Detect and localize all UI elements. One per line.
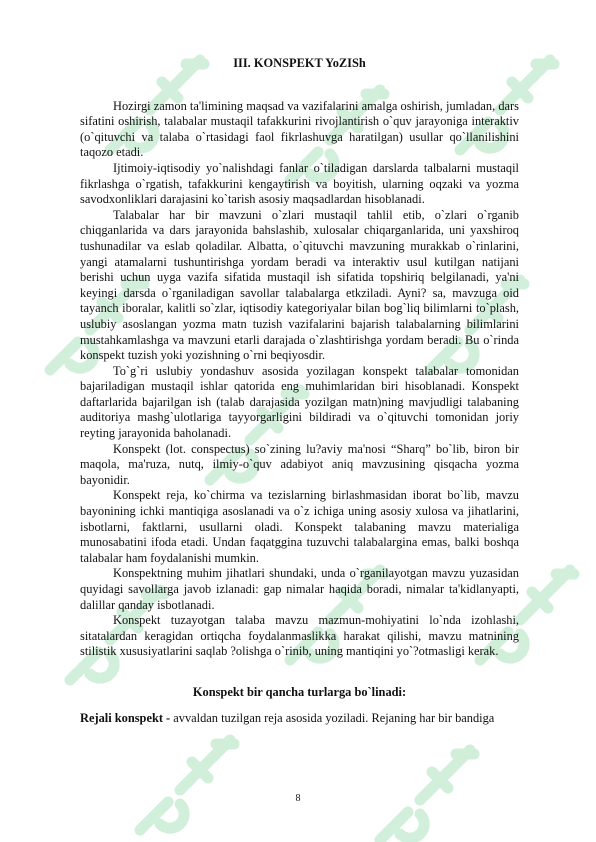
- paragraph: Konspektning muhim jihatlari shundaki, unda o`rganilayotgan mavzu yuzasidan quyidagi savollarga javob izlanadi: gap nimalar haqida boradi, nimalar ta'kidlanyapti, dalillar qanday isbotlanadi.: [80, 566, 519, 612]
- paragraph-list: [80, 99, 519, 660]
- paragraph: To`g`ri uslubiy yondashuv asosida yozilagan konspekt talabalar tomonidan bajariladigan mustaqil ishlar qatorida eng muhimlaridan biri hisoblanadi. Konspekt daftarlarida bajarilgan ish (talab darajasida yozilgan matn)ning mavjudligi talabaning auditoriya mashg`ulotlariga tayyorgarligini bildiradi va o`qituvchi tomonidan joriy reyting jarayonida baholanadi.: [80, 363, 519, 441]
- watermark-mark: [140, 740, 234, 830]
- document-body: [80, 56, 519, 726]
- paragraph: Hozirgi zamon ta'limining maqsad va vazifalarini amalga oshirish, jumladan, dars sifatini oshirish, talabalar mustaqil tafakkurini rivojlantirish o`quv jarayoniga interaktiv (o`qituvchi va talaba o`rtasidagi faol fikrlashuvga haratilgan) usullar qo`llanilishini taqozo etadi.: [80, 98, 519, 160]
- definition-line: [80, 711, 519, 727]
- paragraph: Talabalar har bir mavzuni o`zlari mustaqil tahlil etib, o`zlari o`rganib chiqganlarida va dars jarayonida bahslashib, xulosalar chiqarganlarida, uni yaxshiroq tushunadilar va eslab qoladilar. Albatta, o`qituvchi mavzuning murakkab o`rinlarini, yangi atamalarni tushuntirishga yordam beradi va interaktiv usul kutilgan natijani berishi uchun uyga vazifa sifatida mustaqil ish sifatida topshiriq belgilanadi, ya'ni keyingi darsda o`rganiladigan savollar talabalarga etkziladi. Ayni? sa, mavzuga oid tayanch iboralar, kalitli so`zlar, iqtisodiy kategoriyalar bilan bog`liq bilimlarni to`plash, uslubiy asoslangan yozma matn tuzish vazifalarini bajarish talabalarning bilimlarini mustahkamlashga va mavzuni etarli darajada o`zlashtirishga yordam beradi. Bu o`rinda konspekt tuzish yoki yozishning o`rni beqiyosdir.: [80, 207, 519, 363]
- paragraph: Konspekt tuzayotgan talaba mavzu mazmun-mohiyatini lo`nda izohlashi, sitatalardan keragidan ortiqcha foydalanmaslikka harakat qilishi, mavzu matnining stilistik xususiyatlarini saqlab ?olishga o`rinib, uning mantiqini yo`?otmasligi kerak.: [80, 613, 519, 659]
- paragraph: Ijtimoiy-iqtisodiy yo`nalishdagi fanlar o`tiladigan darslarda talbalarni mustaqil fikrlashga o`rgatish, tafakkurini kengaytirish va boyitish, ularning oqzaki va yozma savodxonliklari darajasini ko`tarish asosiy maqsadlardan hisoblanadi.: [80, 160, 519, 207]
- paragraph: Konspekt (lot. conspectus) so`zining lu?aviy ma'nosi “Sharq” bo`lib, biron bir maqola, ma'ruza, nutq, ilmiy-o`quv adabiyot aniq mavzusining qisqacha yozma bayonidir.: [80, 441, 519, 487]
- page-number: 8: [295, 793, 301, 804]
- paragraph: Konspekt reja, ko`chirma va tezislarning birlashmasidan iborat bo`lib, mavzu bayonining ichki mantiqiga asoslanadi va o`z ichiga uning asosiy xulosa va jihatlarini, isbotlarni, faktlarni, usullarni oladi. Konspekt talabaning mavzu materialiga munosabatini ifoda etadi. Undan faqatggina tuzuvchi talabalargina emas, balki boshqa talabalar ham foydalanishi mumkin.: [80, 488, 519, 565]
- definition-term: Rejali konspekt -: [80, 710, 174, 725]
- definition-text: avvaldan tuzilgan reja asosida yoziladi. Rejaning har bir bandiga: [173, 710, 495, 725]
- subheading: Konspekt bir qancha turlarga bo`linadi:: [192, 684, 407, 699]
- section-title: III. KONSPEKT YoZISh: [233, 56, 366, 70]
